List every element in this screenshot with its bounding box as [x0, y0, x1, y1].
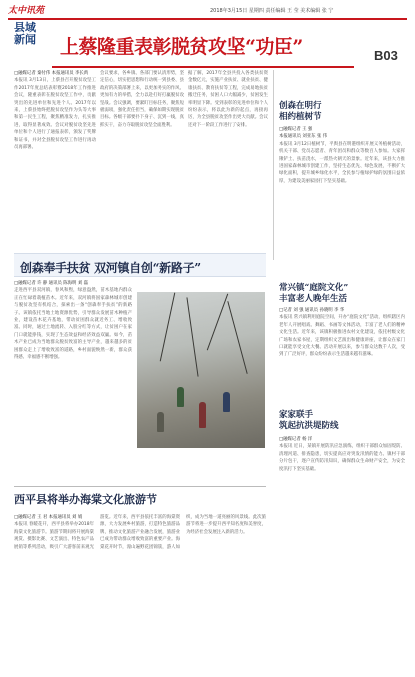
section-label	[14, 21, 46, 46]
section-label-line1: 县域	[14, 21, 36, 34]
feature-title: 创森奉手扶贫 双河镇自创“新路子”	[20, 261, 201, 275]
article3-body	[279, 307, 405, 409]
article3-title: 常兴镇“庭院文化” 丰富老人晚年生活	[279, 283, 349, 304]
article5-title: 家家联手 筑起抗洪堤防线	[279, 410, 339, 431]
article5-body	[279, 436, 405, 672]
column-divider	[273, 70, 274, 260]
feature-byline: □融媒记者 许 静 通讯员 陈海明 刘 磊	[14, 281, 88, 286]
article2-body	[279, 126, 405, 254]
article5-byline: □融媒记者 杨 洋	[279, 437, 313, 442]
section-label-line2: 新闻	[14, 33, 36, 46]
article1-col3: 据了解，2017年全县共投入各类扶贫资金数亿元，实施产业扶贫、就业扶贫、健康扶贫、教育扶贫等工程，完成易地扶贫搬迁任务，贫困人口大幅减少，贫困发生率明显下降。受到表彰的先进单位和个人纷纷表示，将以此为新的起点，再接再厉，为全县脱贫攻坚作出更大贡献。会议还对下一阶段工作进行了安排。	[188, 71, 268, 128]
masthead-rule	[8, 18, 407, 20]
article4-byline: □融媒记者 王 君 本报通讯员 刘 娟	[14, 515, 83, 520]
article4-text: 本报讯 春暖花开，西平县将举办2018年海棠文化旅游节。旅游节期间将开展海棠观赏、摄影比赛、文艺演出、特色农产品展销等系列活动，吸引广大游客前来观光游览。近年来，西平县依托丰富的海棠资源，大力发展乡村旅游，打造特色旅游品牌，推动文化旅游产业融合发展，旅游业已成为带动群众增收致富的重要产业。海棠花开时节，漫山遍野花团锦簇，游人如织，成为当地一道亮丽的风景线。此次旅游节将进一步提升西平知名度和美誉度，为经济社会发展注入新的活力。	[14, 515, 266, 550]
article1-col1-text: 本报讯 3月13日，上蔡县召开脱贫攻坚工作2017年度总结表彰暨2018年工作推进会议，隆重表彰在脱贫攻坚工作中，贡献突出的先进单位和先进个人。2017年以来，上蔡县始终把脱贫攻坚作为头等大事和第一民生工程，聚焦精准发力，扎实推进，取得显著成效。会议对脱贫攻坚先进单位和个人进行了通报表彰，颁发了奖牌和证书，并对全县脱贫攻坚工作进行再动员再部署。	[14, 78, 96, 151]
tree-planting-photo	[137, 292, 265, 448]
article2-byline: □融媒记者 王 强 本报通讯员 刘亚东 张 伟	[279, 127, 328, 140]
article4-title: 西平县将举办海棠文化旅游节	[14, 493, 157, 506]
page-number: B03	[374, 48, 398, 63]
article4-body	[14, 514, 266, 672]
hero-underline	[52, 66, 354, 68]
feature-body	[14, 280, 132, 482]
newspaper-logo: 太中讯苑	[8, 6, 45, 16]
article1-col1	[14, 70, 96, 246]
article3-text: 本报讯 常兴镇利用庭院空间，开办“庭院文化”活动，组织辖区内老年人开展唱戏、舞蹈、书画等文体活动，丰富了老人们的精神文化生活。近年来，该镇积极推进农村文化建设，依托村级文化广场和农家书屋，定期组织文艺演出和健康讲座，让群众在家门口就能享受文化大餐。活动开展以来，参与群众达数千人次，受到了广泛好评，群众纷纷表示生活越来越有滋味。	[279, 315, 405, 358]
article1-byline: □融媒记者 秦付伟 本报通讯员 李长禹	[14, 71, 89, 76]
hero-headline: 上蔡隆重表彰脱贫攻坚“功臣”	[60, 36, 303, 58]
article2-text: 本报讯 3月12日植树节，平舆县在明港组织开展义务植树活动，机关干部、党员志愿者、青年团员和群众等数百人参加。大家挥锹铲土、扶苗浇水，一派热火朝天的景象。近年来，该县大力推进国家森林城市创建工作，坚持生态优先、绿色发展，不断扩大绿化面积，提升城乡绿化水平，全民参与植绿护绿的氛围日益浓厚，为建设美丽家园打下坚实基础。	[279, 141, 405, 184]
article1-col2: 会议要求，各乡镇、各部门要认清形势，坚定信心，切实把思想和行动统一到县委、县政府的决策部署上来，以更加务实的作风、更加有力的举措，全力以赴打好打赢脱贫攻坚战。会议强调，要紧盯目标任务，聚焦短板弱项，强化责任担当，确保如期实现脱贫目标。各级干部要扑下身子、沉到一线，真抓实干，奋力夺取脱贫攻坚全面胜利。	[100, 71, 184, 128]
feature-text: 走进西平县双河镇，春风和煦，绿意盎然，苗木基地内群众正在忙碌着栽植苗木。近年来，双河镇将国家森林城市创建与脱贫攻坚有机结合，探索出一条“创森奉手扶贫”的新路子。该镇依托当地土地资源优势，引导群众发展苗木种植产业，建设苗木花卉基地，带动贫困群众就近务工、增收致富。同时，通过土地流转、入股分红等方式，让贫困户在家门口就能挣钱，实现了生态效益和经济效益双赢。如今，苗木产业已成为当地群众脱贫致富的主导产业，越来越多的贫困群众走上了增收致富的道路，乡村面貌焕然一新，群众获得感、幸福感不断增强。	[14, 288, 132, 361]
article5-text: 本报讯 近日，某镇开展防汛应急演练，组织干部群众加固堤防、清理河道、排查隐患，切实提高应对突发汛情的能力。镇村干部分片包干，逐户宣传防汛知识，确保群众生命财产安全，为安全度汛打下坚实基础。	[279, 444, 405, 472]
article3-byline: □记者 刘 强 通讯员 孙晓明 李 华	[279, 308, 345, 313]
issue-info: 2018年3月15日 星期四 责任编辑 王 莹 美术编辑 张 宁	[210, 8, 334, 14]
article2-title: 创森在明行 相约植树节	[279, 101, 322, 122]
divider-line	[14, 486, 266, 487]
